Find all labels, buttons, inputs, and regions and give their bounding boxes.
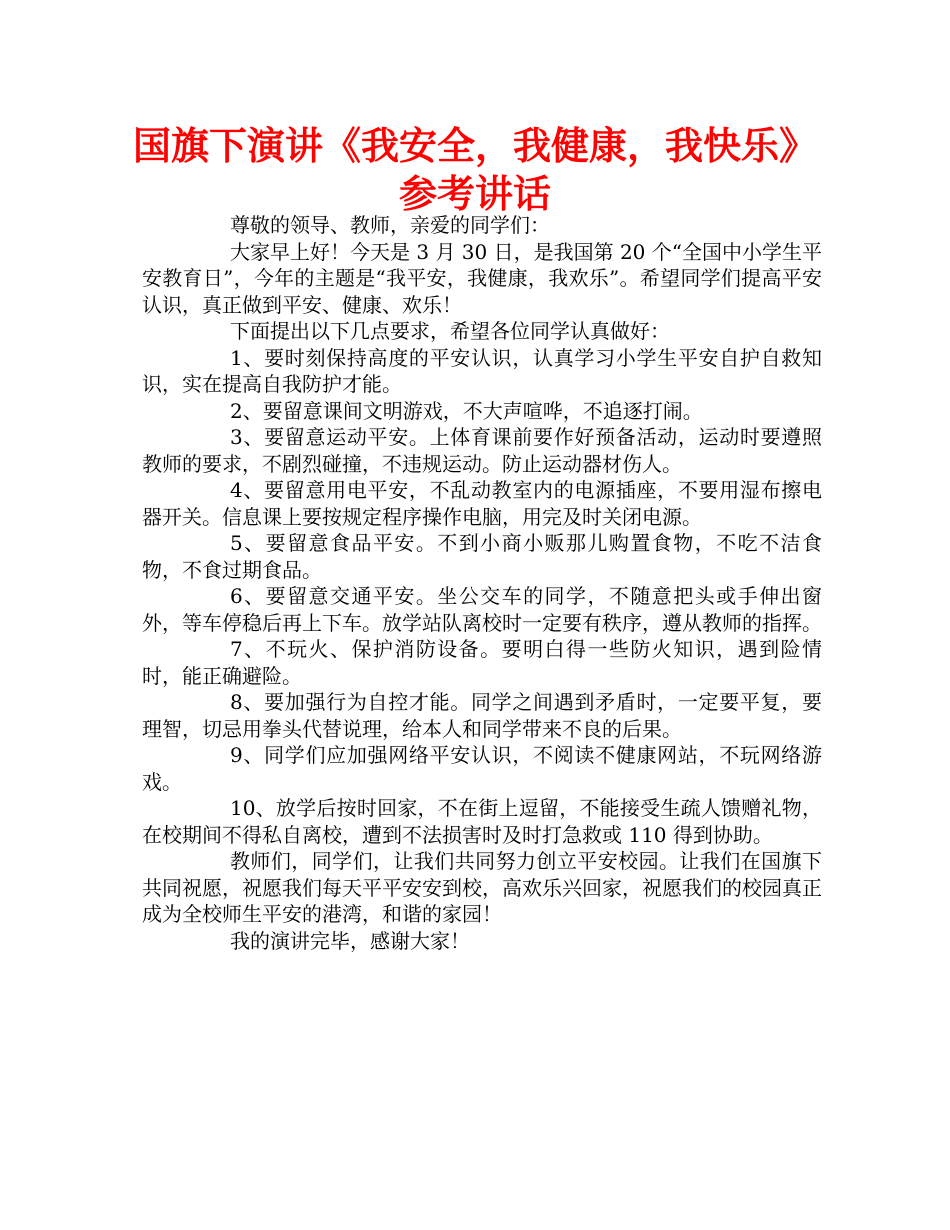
- requirement-item-7: 7、不玩火、保护消防设备。要明白得一些防火知识，遇到险情时，能正确避险。: [142, 637, 822, 688]
- requirement-item-9: 9、同学们应加强网络平安认识，不阅读不健康网站，不玩网络游戏。: [142, 743, 822, 794]
- document-body: [142, 212, 822, 954]
- requirement-item-8: 8、要加强行为自控才能。同学之间遇到矛盾时，一定要平复，要理智，切忌用拳头代替说理，给本人和同学带来不良的后果。: [142, 690, 822, 741]
- requirement-item-5: 5、要留意食品平安。不到小商小贩那儿购置食物，不吃不洁食物，不食过期食品。: [142, 531, 822, 582]
- requirement-item-2: 2、要留意课间文明游戏，不大声喧哗，不追逐打闹。: [230, 398, 703, 423]
- paragraph-thanks: 我的演讲完毕，感谢大家！: [230, 928, 470, 953]
- requirement-item-3: 3、要留意运动平安。上体育课前要作好预备活动，运动时要遵照教师的要求，不剧烈碰撞，不违规运动。防止运动器材伤人。: [142, 425, 822, 476]
- paragraph-greeting: 大家早上好！今天是 3 月 30 日，是我国第 20 个“全国中小学生平安教育日”，今年的主题是“我平安，我健康，我欢乐”。希望同学们提高平安认识，真正做到平安、健康、欢乐！: [142, 239, 822, 317]
- requirement-item-1: 1、要时刻保持高度的平安认识，认真学习小学生平安自护自救知识，实在提高自我防护才能。: [142, 345, 822, 396]
- requirement-item-6: 6、要留意交通平安。坐公交车的同学，不随意把头或手伸出窗外，等车停稳后再上下车。放学站队离校时一定要有秩序，遵从教师的指挥。: [142, 584, 822, 635]
- requirement-item-10: 10、放学后按时回家，不在街上逗留，不能接受生疏人馈赠礼物，在校期间不得私自离校，遭到不法损害时及时打急救或 110 得到协助。: [142, 796, 822, 847]
- document-title: 国旗下演讲《我安全，我健康，我快乐》参考讲话: [132, 124, 817, 216]
- paragraph-closing-wish: 教师们，同学们，让我们共同努力创立平安校园。让我们在国旗下共同祝愿，祝愿我们每天平平安安到校，高欢乐兴回家，祝愿我们的校园真正成为全校师生平安的港湾，和谐的家园！: [142, 849, 822, 926]
- paragraph-requirements-intro: 下面提出以下几点要求，希望各位同学认真做好：: [230, 319, 670, 343]
- requirement-item-4: 4、要留意用电平安，不乱动教室内的电源插座，不要用湿布擦电器开关。信息课上要按规定程序操作电脑，用完及时关闭电源。: [142, 478, 822, 529]
- salutation: 尊敬的领导、教师，亲爱的同学们：: [230, 213, 550, 237]
